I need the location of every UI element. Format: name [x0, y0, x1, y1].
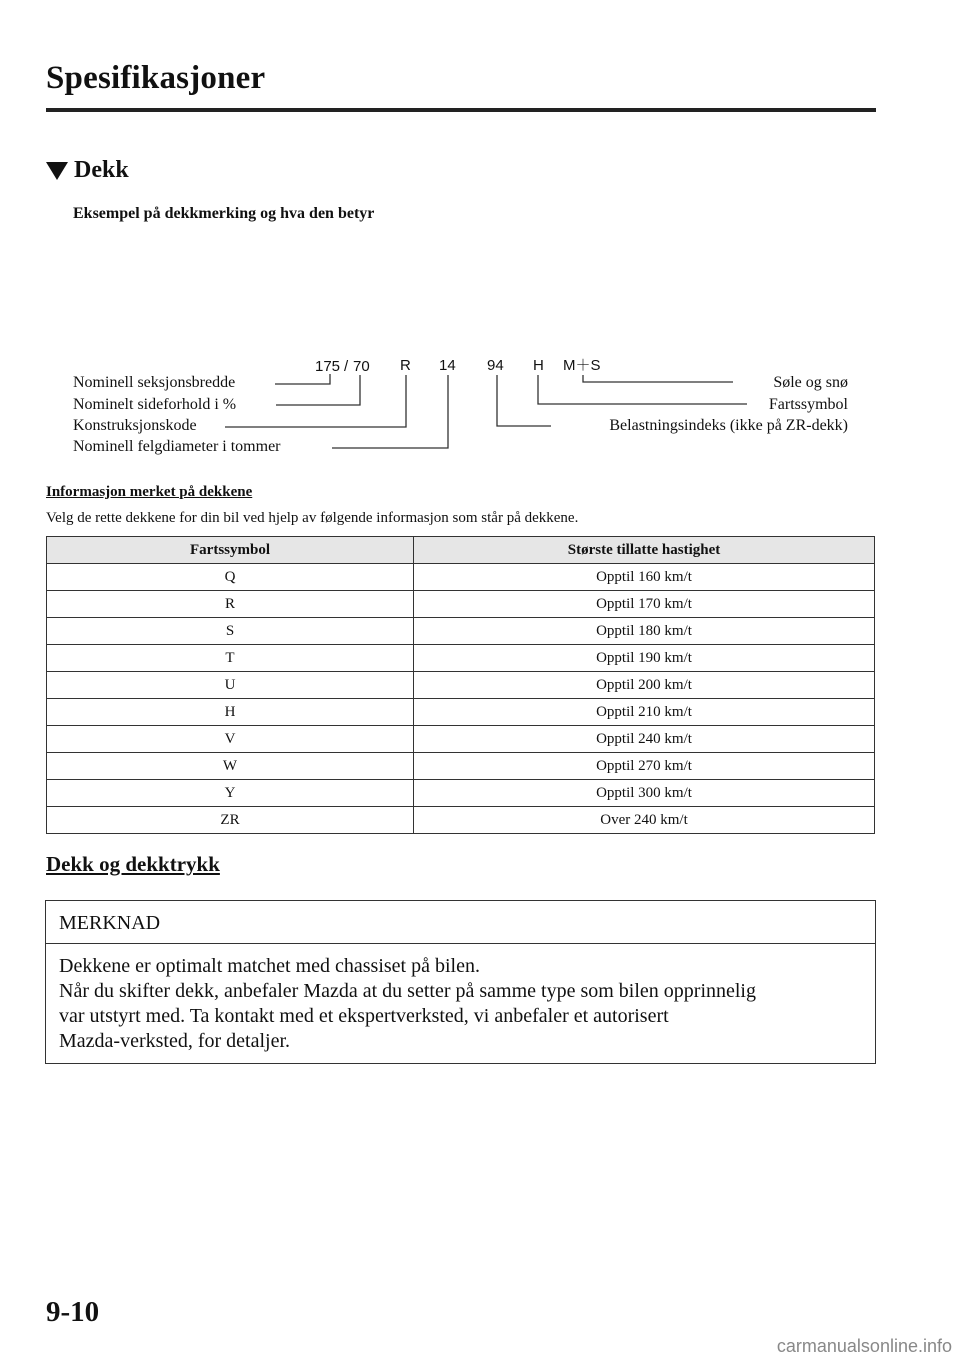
code-load-index: 94: [487, 357, 504, 374]
table-cell-speed: Opptil 200 km/t: [414, 672, 875, 699]
label-speed-symbol: Fartssymbol: [768, 396, 848, 413]
table-row: [47, 753, 875, 780]
diagram-caption: Eksempel på dekkmerking og hva den betyr: [73, 205, 375, 222]
code-aspect-ratio: 70: [353, 358, 370, 375]
table-cell-symbol: S: [47, 618, 414, 645]
page-number: 9-10: [46, 1296, 100, 1328]
table-header-speed-symbol: Fartssymbol: [47, 537, 414, 564]
table-row: [47, 564, 875, 591]
label-construction: Konstruksjonskode: [73, 417, 197, 434]
table-row: [47, 699, 875, 726]
code-construction: R: [400, 357, 411, 374]
table-row: [47, 672, 875, 699]
watermark: carmanualsonline.info: [776, 1336, 952, 1356]
table-cell-symbol: H: [47, 699, 414, 726]
label-rim-diameter: Nominell felgdiameter i tommer: [73, 438, 281, 455]
table-cell-speed: Opptil 190 km/t: [414, 645, 875, 672]
subsection-heading: Dekk og dekktrykk: [46, 852, 220, 876]
table-row: [47, 591, 875, 618]
table-row: [47, 807, 875, 834]
code-slash: /: [344, 358, 349, 375]
section-title: Dekk: [74, 157, 129, 183]
label-aspect-ratio: Nominelt sideforhold i %: [73, 396, 237, 413]
code-rim-diameter: 14: [439, 357, 456, 374]
table-header-row: [47, 537, 875, 564]
table-cell-speed: Over 240 km/t: [414, 807, 875, 834]
note-line: var utstyrt med. Ta kontakt med et ekspertverksted, vi anbefaler et autorisert: [59, 1005, 669, 1027]
table-cell-speed: Opptil 240 km/t: [414, 726, 875, 753]
table-cell-symbol: U: [47, 672, 414, 699]
info-text: Velg de rette dekkene for din bil ved hjelp av følgende informasjon som står på dekkene.: [46, 510, 579, 526]
table-row: [47, 645, 875, 672]
table-row: [47, 618, 875, 645]
table-cell-speed: Opptil 180 km/t: [414, 618, 875, 645]
info-heading: Informasjon merket på dekkene: [46, 484, 253, 500]
note-title: MERKNAD: [46, 901, 875, 944]
tire-marking-diagram: [0, 0, 960, 480]
note-box: [45, 900, 876, 1064]
table-cell-symbol: V: [47, 726, 414, 753]
note-body: [46, 944, 875, 1064]
table-cell-speed: Opptil 300 km/t: [414, 780, 875, 807]
note-line: Dekkene er optimalt matchet med chassiset på bilen.: [59, 955, 480, 977]
note-line: Når du skifter dekk, anbefaler Mazda at du setter på samme type som bilen opprinnelig: [59, 980, 756, 1002]
page-header-title: Spesifikasjoner: [46, 60, 266, 96]
table-cell-symbol: T: [47, 645, 414, 672]
label-load-index: Belastningsindeks (ikke på ZR-dekk): [609, 417, 848, 434]
code-speed-symbol: H: [533, 357, 544, 374]
speed-symbol-table: [46, 536, 875, 834]
table-header-max-speed: Største tillatte hastighet: [414, 537, 875, 564]
code-section-width: 175: [315, 358, 341, 375]
note-line: Mazda-verksted, for detaljer.: [59, 1030, 291, 1052]
label-mud-snow: Søle og snø: [773, 374, 848, 391]
label-section-width: Nominell seksjonsbredde: [73, 374, 236, 391]
table-row: [47, 780, 875, 807]
table-cell-symbol: Q: [47, 564, 414, 591]
table-cell-speed: Opptil 210 km/t: [414, 699, 875, 726]
table-cell-symbol: R: [47, 591, 414, 618]
table-cell-speed: Opptil 160 km/t: [414, 564, 875, 591]
table-row: [47, 726, 875, 753]
table-cell-speed: Opptil 270 km/t: [414, 753, 875, 780]
code-mud-snow: M＋S: [563, 357, 601, 374]
table-cell-symbol: ZR: [47, 807, 414, 834]
table-cell-symbol: Y: [47, 780, 414, 807]
table-cell-speed: Opptil 170 km/t: [414, 591, 875, 618]
table-cell-symbol: W: [47, 753, 414, 780]
